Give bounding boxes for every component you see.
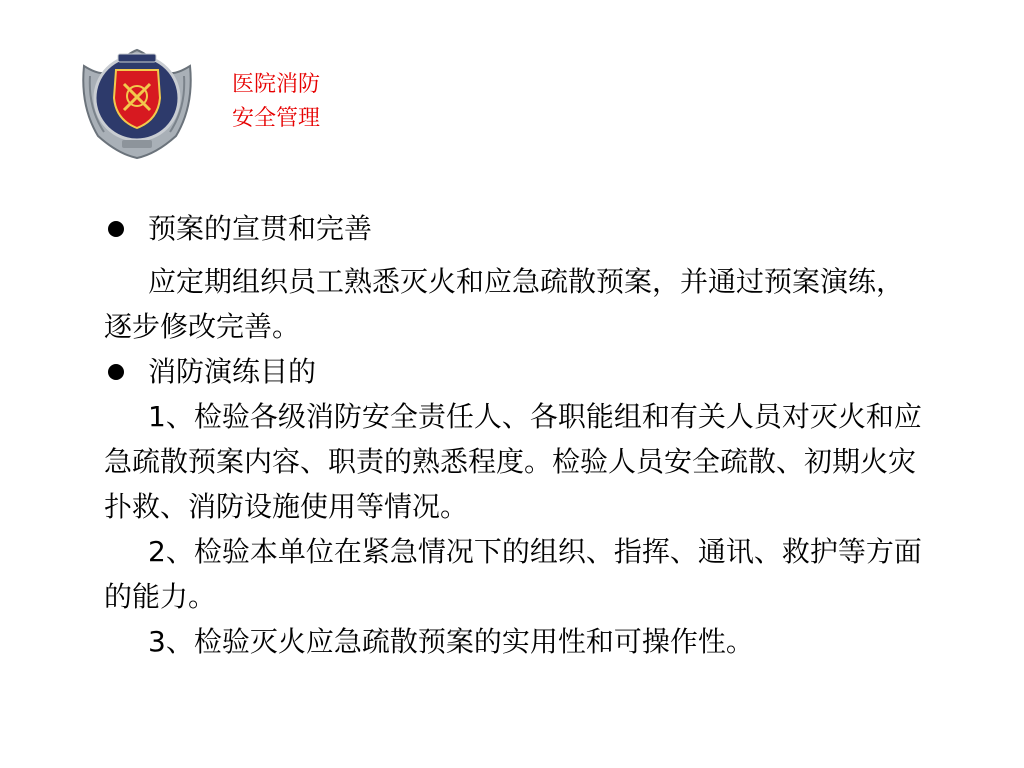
title-line-1: 医院消防: [232, 72, 321, 97]
paragraph: 应定期组织员工熟悉灭火和应急疏散预案，并通过预案演练，逐步修改完善。: [104, 265, 905, 343]
bullet-dot-icon: [108, 364, 124, 380]
numbered-item: 1、检验各级消防安全责任人、各职能组和有关人员对灭火和应急疏散预案内容、职责的熟悉程度。检验人员安全疏散、初期火灾扑救、消防设施使用等情况。: [104, 400, 922, 523]
page-title: [232, 68, 320, 136]
bullet-item: [104, 349, 924, 394]
slide-body: [104, 206, 924, 664]
bullet-text: 预案的宣贯和完善: [148, 212, 373, 245]
title-line-2: 安全管理: [232, 106, 321, 131]
bullet-dot-icon: [108, 221, 124, 237]
china-fire-services-badge-icon: [78, 36, 196, 160]
numbered-item: 3、检验灭火应急疏散预案的实用性和可操作性。: [148, 625, 754, 658]
bullet-item: [104, 206, 924, 251]
bullet-text: 消防演练目的: [148, 355, 317, 388]
numbered-item: 2、检验本单位在紧急情况下的组织、指挥、通讯、救护等方面的能力。: [104, 535, 922, 613]
